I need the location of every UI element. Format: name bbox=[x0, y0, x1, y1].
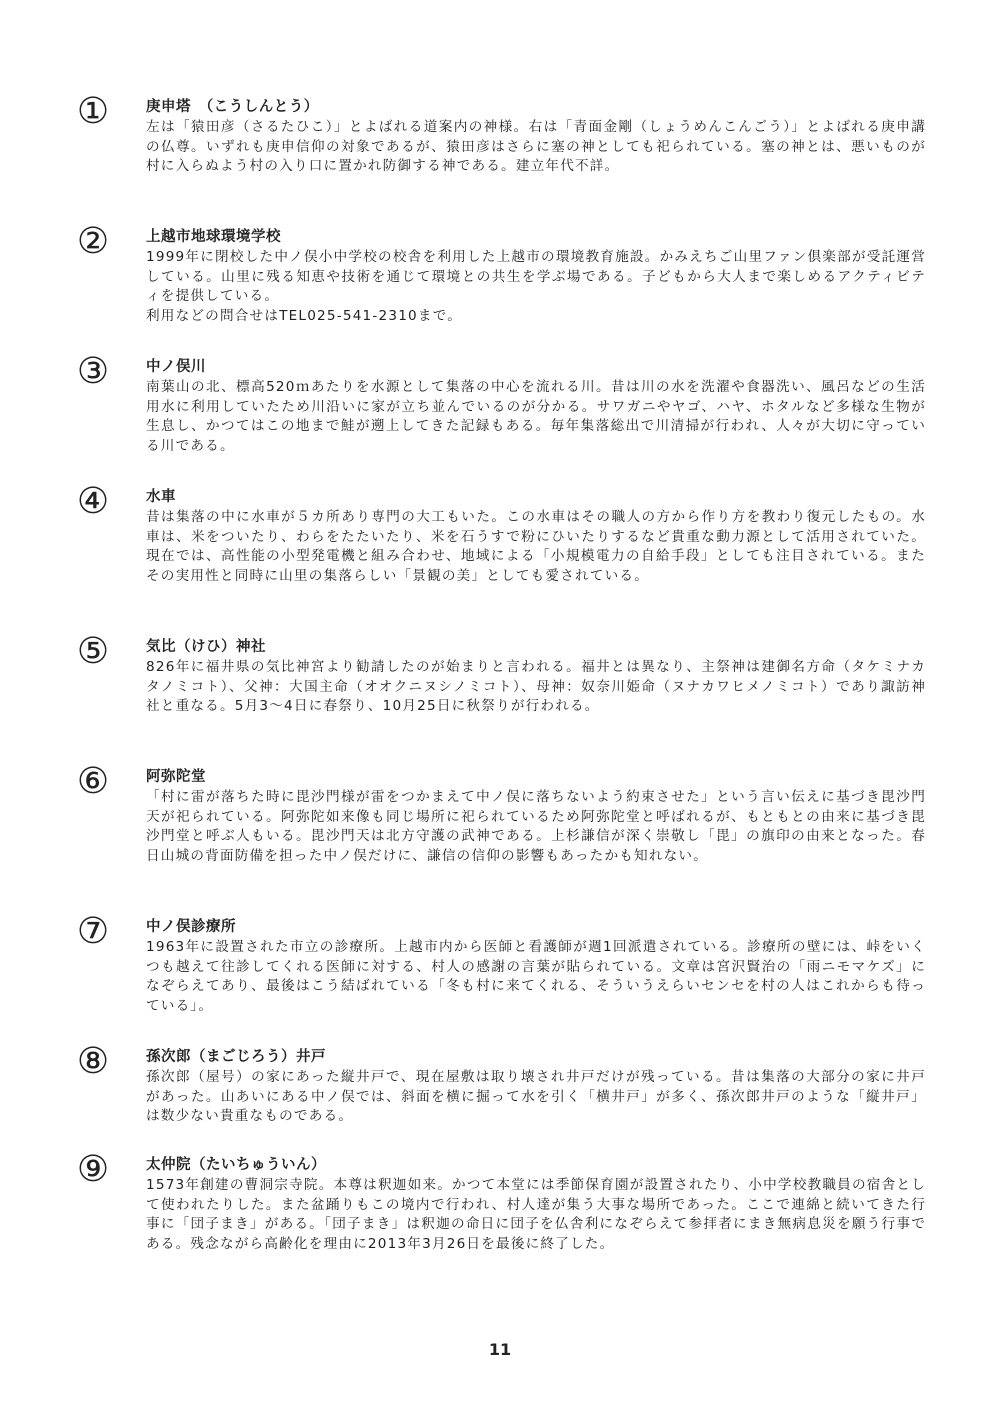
entry-body: 826年に福井県の気比神宮より勧請したのが始まりと言われる。福井とは異なり、主祭神は建御名方命（タケミナカタノミコト）、父神：大国主命（オオクニヌシノミコト）、母神：奴奈川姫命（ヌナカワヒメノミコト）であり諏訪神社と重なる。5月3～4日に春祭り、10月25日に秋祭りが行われる。 bbox=[146, 659, 926, 715]
number-circle-icon: ① bbox=[76, 91, 110, 132]
entry-title: 中ノ俣川 bbox=[146, 359, 206, 375]
number-circle-icon: ⑦ bbox=[76, 911, 110, 952]
number-circle-icon: ⑥ bbox=[76, 761, 110, 802]
entry-title: 水車 bbox=[146, 489, 176, 505]
number-circle-icon: ⑨ bbox=[76, 1149, 110, 1190]
entry-body: 1573年創建の曹洞宗寺院。本尊は釈迦如来。かつて本堂には季節保育園が設置されたり、小中学校教職員の宿舎として使われたりした。また盆踊りもこの境内で行われ、村人達が集う大事な場所であった。ここで連綿と続いてきた行事に「団子まき」がある。「団子まき」は釈迦の命日に団子を仏舎利になぞらえて参拝者にまき無病息災を願う行事である。残念ながら高齢化を理由に2013年3月26日を最後に終了した。 bbox=[146, 1177, 926, 1252]
entry-title: 庚申塔 （こうしんとう） bbox=[146, 99, 319, 115]
entry-title: 太仲院（たいちゅういん） bbox=[146, 1157, 326, 1173]
number-circle-icon: ③ bbox=[76, 351, 110, 392]
page-number: 11 bbox=[488, 1340, 512, 1359]
entry-title: 孫次郎（まごじろう）井戸 bbox=[146, 1049, 326, 1065]
number-circle-icon: ④ bbox=[76, 481, 110, 522]
entry-body: 昔は集落の中に水車が５カ所あり専門の大工もいた。この水車はその職人の方から作り方を教わり復元したもの。水車は、米をついたり、わらをたたいたり、米を石うすで粉にひいたりするなど貴重な動力源として活用されていた。現在では、高性能の小型発電機と組み合わせ、地域による「小規模電力の自給手段」としても注目されている。またその実用性と同時に山里の集落らしい「景観の美」としても愛されている。 bbox=[146, 509, 926, 584]
entry-body: 「村に雷が落ちた時に毘沙門様が雷をつかまえて中ノ俣に落ちないよう約束させた」という言い伝えに基づき毘沙門天が祀られている。阿弥陀如来像も同じ場所に祀られているため阿弥陀堂と呼ばれるが、もともとの由来に基づき毘沙門堂と呼ぶ人もいる。毘沙門天は北方守護の武神である。上杉謙信が深く崇敬し「毘」の旗印の由来となった。春日山城の背面防備を担った中ノ俣だけに、謙信の信仰の影響もあったかも知れない。 bbox=[146, 789, 926, 864]
entry-body: 1999年に閉校した中ノ俣小中学校の校舎を利用した上越市の環境教育施設。かみえちご山里ファン倶楽部が受託運営している。山里に残る知恵や技術を通じて環境との共生を学ぶ場である。子どもから大人まで楽しめるアクティビティを提供している。 bbox=[146, 249, 926, 305]
entry-body: 左は「猿田彦（さるたひこ）」とよばれる道案内の神様。右は「青面金剛（しょうめんこんごう）」とよばれる庚申講の仏尊。いずれも庚申信仰の対象であるが、猿田彦はさらに塞の神としても祀られている。塞の神とは、悪いものが村に入らぬよう村の入り口に置かれ防御する神である。建立年代不詳。 bbox=[146, 119, 926, 175]
number-circle-icon: ⑤ bbox=[76, 631, 110, 672]
entry-title: 上越市地球環境学校 bbox=[146, 229, 281, 245]
entry-title: 気比（けひ）神社 bbox=[146, 639, 266, 655]
entry-body-contact: 利用などの問合せはTEL025-541-2310まで。 bbox=[146, 307, 463, 324]
entry-title: 阿弥陀堂 bbox=[146, 769, 206, 785]
entry-title: 中ノ俣診療所 bbox=[146, 919, 236, 935]
entry-body: 孫次郎（屋号）の家にあった縦井戸で、現在屋敷は取り壊され井戸だけが残っている。昔は集落の大部分の家に井戸があった。山あいにある中ノ俣では、斜面を横に掘って水を引く「横井戸」が多く、孫次郎井戸のような「縦井戸」は数少ない貴重なものである。 bbox=[146, 1069, 926, 1125]
entry-body: 1963年に設置された市立の診療所。上越市内から医師と看護師が週1回派遣されている。診療所の壁には、峠をいくつも越えて往診してくれる医師に対する、村人の感謝の言葉が貼られている。文章は宮沢賢治の「雨ニモマケズ」になぞらえてあり、最後はこう結ばれている「冬も村に来てくれる、そういうえらいセンセを村の人はこれからも待っている」。 bbox=[146, 939, 926, 1014]
number-circle-icon: ⑧ bbox=[76, 1041, 110, 1082]
entry-body: 南葉山の北、標高520ｍあたりを水源として集落の中心を流れる川。昔は川の水を洗濯や食器洗い、風呂などの生活用水に利用していたため川沿いに家が立ち並んでいるのが分かる。サワガニやヤゴ、ハヤ、ホタルなど多様な生物が生息し、かつてはこの地まで鮭が遡上してきた記録もある。毎年集落総出で川清掃が行われ、人々が大切に守っている川である。 bbox=[146, 379, 926, 454]
number-circle-icon: ② bbox=[76, 221, 110, 262]
